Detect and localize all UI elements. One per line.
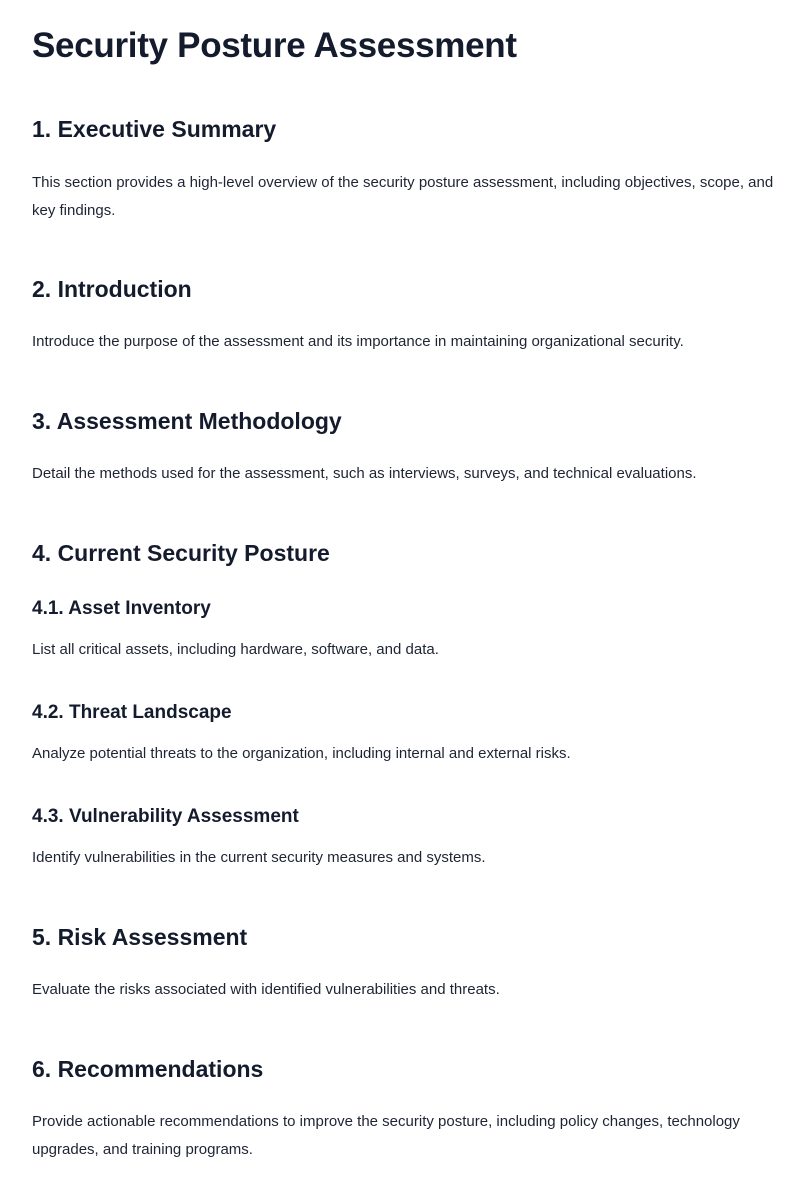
section-heading-introduction: 2. Introduction [32,276,192,302]
section-body-introduction: Introduce the purpose of the assessment and its importance in maintaining organizational security. [32,333,684,350]
subsection-heading-vulnerability-assessment: 4.3. Vulnerability Assessment [32,806,299,827]
subsection-heading-asset-inventory: 4.1. Asset Inventory [32,598,211,619]
subsection-body-vulnerability-assessment: Identify vulnerabilities in the current security measures and systems. [32,849,486,866]
document-title: Security Posture Assessment [32,26,517,65]
section-heading-executive-summary: 1. Executive Summary [32,116,277,142]
section-heading-assessment-methodology: 3. Assessment Methodology [32,408,342,434]
section-body-executive-summary: This section provides a high-level overview of the security posture assessment, including objectives, scope, and key findings. [32,174,774,219]
section-heading-recommendations: 6. Recommendations [32,1056,264,1082]
subsection-body-threat-landscape: Analyze potential threats to the organization, including internal and external risks. [32,745,571,762]
section-heading-risk-assessment: 5. Risk Assessment [32,924,248,950]
section-body-recommendations: Provide actionable recommendations to improve the security posture, including policy changes, technology upgrades, and training programs. [32,1113,740,1158]
section-body-assessment-methodology: Detail the methods used for the assessment, such as interviews, surveys, and technical evaluations. [32,465,697,482]
subsection-body-asset-inventory: List all critical assets, including hardware, software, and data. [32,641,439,658]
section-heading-current-security-posture: 4. Current Security Posture [32,540,330,566]
subsection-heading-threat-landscape: 4.2. Threat Landscape [32,702,232,723]
section-body-risk-assessment: Evaluate the risks associated with identified vulnerabilities and threats. [32,981,500,998]
